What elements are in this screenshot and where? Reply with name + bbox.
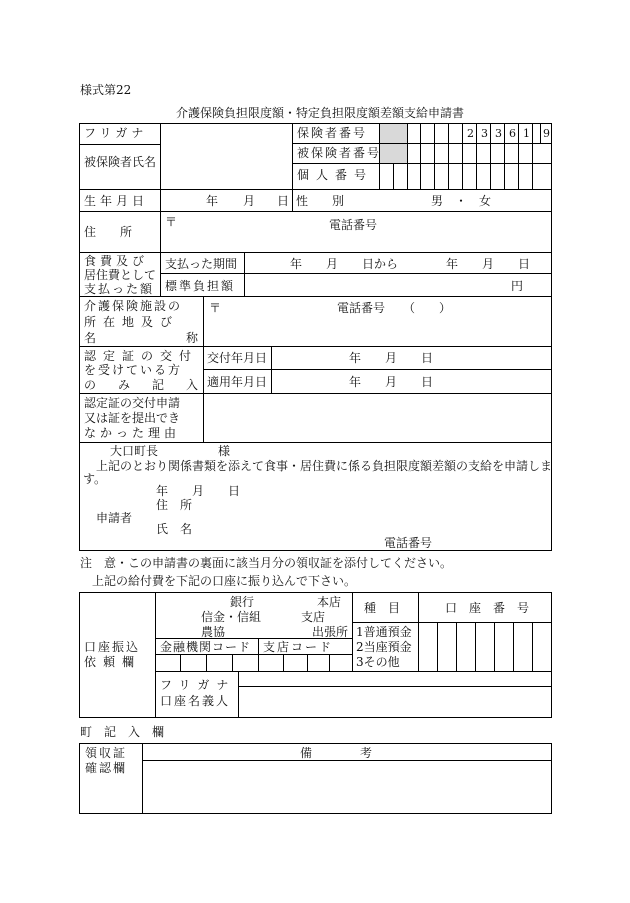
phone-label: 電話番号 — [329, 218, 378, 232]
personal-number-label: 個人番号 — [297, 168, 374, 182]
facility-label-2: 所在地及び — [84, 315, 180, 329]
reason-label-2: 又は証を提出でき — [84, 411, 181, 425]
branch-type-1: 本店 — [317, 595, 342, 609]
form-title: 介護保険負担限度額・特定負担限度額差額支給申請書 — [175, 106, 464, 120]
sex-label: 性 別 — [296, 194, 345, 208]
insurer-digit: 1 — [523, 127, 530, 140]
standard-burden-label: 標準負担額 — [165, 279, 236, 293]
addressee: 大口町長 様 — [110, 444, 231, 458]
transfer-label-2: 依頼欄 — [84, 655, 142, 669]
declaration-date: 年 月 日 — [156, 484, 241, 498]
bank-type-3: 農協 — [201, 625, 226, 639]
remarks-label: 備 考 — [300, 746, 373, 760]
yen-unit: 円 — [511, 279, 524, 293]
furigana-label: フリガナ — [84, 126, 148, 140]
insured-name-label: 被保険者氏名 — [84, 155, 157, 169]
facility-label-3a: 名 — [84, 331, 97, 345]
holder-furigana-label: フリガナ — [160, 678, 236, 692]
cert-label-3b: み — [118, 378, 131, 392]
transfer-label-1: 口座振込 — [84, 640, 141, 654]
bank-code-label: 金融機関コード — [160, 640, 252, 654]
application-frame — [79, 123, 552, 551]
cert-label-2: を受けている方 — [84, 363, 183, 377]
bank-type-1: 銀行 — [230, 595, 255, 609]
birth-month: 月 — [243, 194, 256, 208]
insurer-number-label: 保険者番号 — [297, 126, 368, 140]
sex-value: 男 ・ 女 — [431, 194, 492, 208]
account-kind-option: 3その他 — [356, 655, 400, 669]
bank-type-2: 信金・信組 — [201, 610, 262, 624]
form-number: 様式第22 — [80, 83, 132, 97]
declaration-name-label: 氏 名 — [156, 522, 193, 536]
facility-label-1: 介護保険施設の — [84, 299, 183, 313]
branch-type-2: 支店 — [301, 610, 326, 624]
account-number-label: 口 座 番 号 — [445, 601, 530, 615]
facility-postal-mark: 〒 — [209, 301, 222, 315]
meal-label-3: 支払った額 — [84, 282, 155, 296]
insured-number-label: 被保険者番号 — [297, 146, 382, 160]
issue-date-label: 交付年月日 — [207, 351, 268, 365]
insurer-digit: 9 — [543, 127, 550, 140]
insurer-digit: 6 — [509, 127, 516, 140]
reason-label-1: 認定証の交付申請 — [84, 396, 181, 410]
insurer-digit: 2 — [467, 127, 474, 140]
town-section-title: 町 記 入 欄 — [80, 725, 165, 739]
birth-year: 年 — [206, 194, 219, 208]
account-kind-option: 1普通預金 — [356, 625, 412, 639]
cert-label-1: 認定証の交付 — [84, 349, 199, 363]
meal-label-1: 食費及び — [84, 254, 149, 268]
account-holder-label: 口座名義人 — [160, 694, 231, 708]
receipt-label-2: 確認欄 — [85, 761, 128, 775]
birthdate-label: 生年月日 — [84, 194, 149, 208]
applicant-label: 申請者 — [96, 511, 133, 525]
paid-period-value: 年 月 日から 年 月 日 — [290, 257, 531, 271]
cert-label-3d: 入 — [186, 378, 199, 392]
branch-code-label: 支店コード — [263, 640, 334, 654]
cert-label-3c: 記 — [152, 378, 165, 392]
birth-day: 日 — [277, 194, 290, 208]
meal-label-2: 居住費として — [84, 268, 157, 282]
receipt-label-1: 領収証 — [85, 746, 128, 760]
account-kind-label: 種 目 — [364, 601, 401, 615]
issue-date-value: 年 月 日 — [349, 351, 434, 365]
declaration-line-1: 上記のとおり関係書類を添えて食事・居住費に係る負担限度額差額の支給を申請しま — [96, 459, 553, 473]
branch-type-3: 出張所 — [312, 625, 349, 639]
declaration-line-2: す。 — [83, 472, 107, 486]
apply-date-label: 適用年月日 — [207, 375, 268, 389]
declaration-address-label: 住 所 — [156, 498, 193, 512]
note-text: 注 意・この申請書の裏面に該当月分の領収証を添付してください。 — [80, 556, 453, 570]
declaration-phone-label: 電話番号 — [384, 536, 433, 550]
insurer-digit: 3 — [481, 127, 488, 140]
transfer-intro: 上記の給付費を下記の口座に振り込んで下さい。 — [92, 574, 357, 588]
cert-label-3a: の — [84, 378, 97, 392]
facility-label-3b: 称 — [186, 331, 199, 345]
postal-mark: 〒 — [165, 215, 178, 229]
paid-period-label: 支払った期間 — [165, 257, 238, 271]
reason-label-3: なかった理由 — [84, 426, 181, 440]
facility-phone-label: 電話番号 （ ） — [337, 301, 452, 315]
account-kind-option: 2当座預金 — [356, 640, 412, 654]
address-label: 住 所 — [84, 225, 133, 239]
insurer-digit: 3 — [495, 127, 502, 140]
apply-date-value: 年 月 日 — [349, 375, 434, 389]
